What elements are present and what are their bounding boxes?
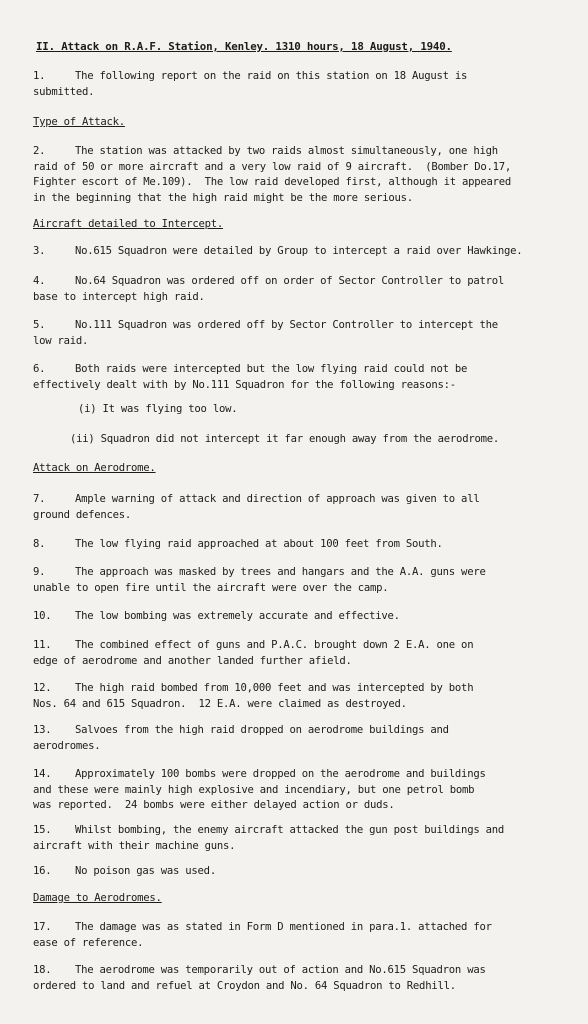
paragraph-line: The damage was as stated in Form D mentioned in para.1. attached for xyxy=(75,921,492,933)
paragraph-number: 4. xyxy=(33,275,46,287)
paragraph-line: ground defences. xyxy=(33,508,132,521)
heading-aircraft-detailed: Aircraft detailed to Intercept. xyxy=(33,218,223,230)
paragraph-line: Whilst bombing, the enemy aircraft attacked the gun post buildings and xyxy=(75,824,504,836)
paragraph-line: The combined effect of guns and P.A.C. brought down 2 E.A. one on xyxy=(75,639,474,651)
paragraph-8 xyxy=(33,537,565,553)
paragraph-line: ordered to land and refuel at Croydon and No. 64 Squadron to Redhill. xyxy=(33,979,456,992)
paragraph-9 xyxy=(33,565,565,596)
paragraph-number: 13. xyxy=(33,724,52,736)
reason-ii: (ii) Squadron did not intercept it far enough away from the aerodrome. xyxy=(70,433,499,445)
paragraph-12 xyxy=(33,681,565,712)
paragraph-line: aerodromes. xyxy=(33,739,101,752)
paragraph-line: was reported. 24 bombs were either delayed action or duds. xyxy=(33,799,395,811)
paragraph-number: 2. xyxy=(33,145,46,157)
heading-type-of-attack: Type of Attack. xyxy=(33,116,125,128)
paragraph-line: raid of 50 or more aircraft and a very low raid of 9 aircraft. (Bomber Do.17, xyxy=(33,160,511,173)
paragraph-11 xyxy=(33,638,565,669)
paragraph-line: unable to open fire until the aircraft were over the camp. xyxy=(33,581,389,594)
paragraph-line: base to intercept high raid. xyxy=(33,290,205,303)
paragraph-number: 14. xyxy=(33,768,52,780)
document-title: II. Attack on R.A.F. Station, Kenley. 1310 hours, 18 August, 1940. xyxy=(36,40,452,53)
paragraph-line: Both raids were intercepted but the low flying raid could not be xyxy=(75,363,468,375)
paragraph-line: Ample warning of attack and direction of approach was given to all xyxy=(75,493,480,505)
paragraph-number: 1. xyxy=(33,70,46,82)
paragraph-line: edge of aerodrome and another landed further afield. xyxy=(33,654,352,667)
paragraph-number: 12. xyxy=(33,682,52,694)
paragraph-18 xyxy=(33,963,565,994)
paragraph-number: 17. xyxy=(33,921,52,933)
paragraph-line: effectively dealt with by No.111 Squadron for the following reasons:- xyxy=(33,378,456,391)
paragraph-line: No.111 Squadron was ordered off by Sector Controller to intercept the xyxy=(75,319,498,331)
paragraph-line: ease of reference. xyxy=(33,936,144,949)
paragraph-line: The station was attacked by two raids almost simultaneously, one high xyxy=(75,145,498,157)
paragraph-line: The low bombing was extremely accurate and effective. xyxy=(75,610,400,622)
paragraph-5 xyxy=(33,318,565,349)
paragraph-number: 3. xyxy=(33,245,46,257)
paragraph-1 xyxy=(33,69,565,100)
paragraph-4 xyxy=(33,274,565,305)
paragraph-line: The low flying raid approached at about 100 feet from South. xyxy=(75,538,443,550)
paragraph-number: 15. xyxy=(33,824,52,836)
paragraph-number: 11. xyxy=(33,639,52,651)
paragraph-line: in the beginning that the high raid might be the more serious. xyxy=(33,191,413,204)
paragraph-number: 6. xyxy=(33,363,46,375)
paragraph-line: No.64 Squadron was ordered off on order of Sector Controller to patrol xyxy=(75,275,504,287)
paragraph-line: Approximately 100 bombs were dropped on the aerodrome and buildings xyxy=(75,768,486,780)
paragraph-line: submitted. xyxy=(33,85,95,98)
paragraph-13 xyxy=(33,723,565,754)
paragraph-line: low raid. xyxy=(33,334,89,347)
paragraph-number: 8. xyxy=(33,538,46,550)
paragraph-17 xyxy=(33,920,565,951)
paragraph-line: No poison gas was used. xyxy=(75,865,216,877)
paragraph-3 xyxy=(33,244,565,260)
reason-i: (i) It was flying too low. xyxy=(78,403,238,415)
paragraph-line: The aerodrome was temporarily out of action and No.615 Squadron was xyxy=(75,964,486,976)
paragraph-line: The approach was masked by trees and hangars and the A.A. guns were xyxy=(75,566,486,578)
paragraph-number: 10. xyxy=(33,610,52,622)
heading-damage-to-aerodromes: Damage to Aerodromes. xyxy=(33,892,162,904)
paragraph-14 xyxy=(33,767,565,814)
paragraph-6 xyxy=(33,362,565,393)
paragraph-number: 9. xyxy=(33,566,46,578)
paragraph-line: The following report on the raid on this station on 18 August is xyxy=(75,70,468,82)
paragraph-line: No.615 Squadron were detailed by Group to intercept a raid over Hawkinge. xyxy=(75,245,523,257)
heading-attack-on-aerodrome: Attack on Aerodrome. xyxy=(33,462,156,474)
paragraph-line: The high raid bombed from 10,000 feet and was intercepted by both xyxy=(75,682,474,694)
paragraph-16 xyxy=(33,864,565,880)
paragraph-number: 16. xyxy=(33,865,52,877)
paragraph-number: 5. xyxy=(33,319,46,331)
paragraph-number: 7. xyxy=(33,493,46,505)
paragraph-line: Salvoes from the high raid dropped on aerodrome buildings and xyxy=(75,724,449,736)
paragraph-15 xyxy=(33,823,565,854)
paragraph-10 xyxy=(33,609,565,625)
paragraph-line: aircraft with their machine guns. xyxy=(33,839,236,852)
paragraph-line: Fighter escort of Me.109). The low raid developed first, although it appeared xyxy=(33,176,511,188)
paragraph-7 xyxy=(33,492,565,523)
paragraph-line: Nos. 64 and 615 Squadron. 12 E.A. were claimed as destroyed. xyxy=(33,697,407,710)
paragraph-line: and these were mainly high explosive and incendiary, but one petrol bomb xyxy=(33,783,475,796)
paragraph-2 xyxy=(33,144,565,206)
paragraph-number: 18. xyxy=(33,964,52,976)
